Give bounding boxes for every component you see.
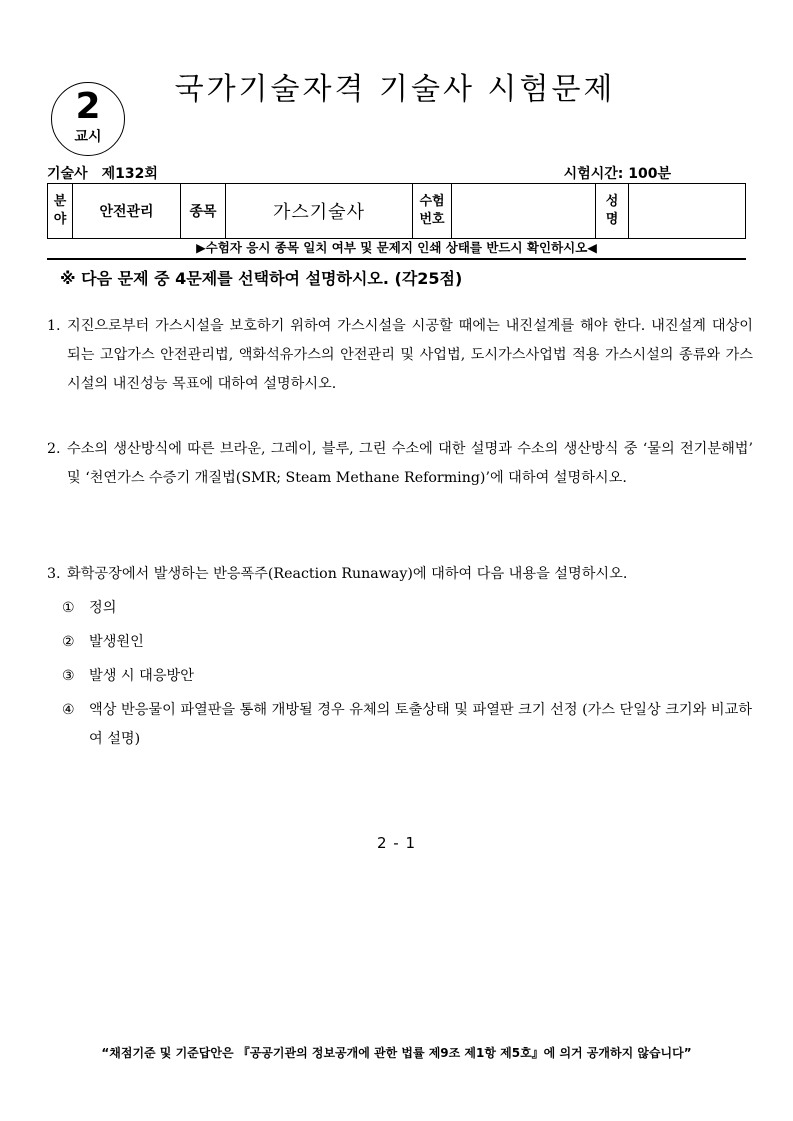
sub-item-text: 발생 시 대응방안 bbox=[89, 668, 194, 684]
instruction: ※ 다음 문제 중 4문제를 선택하여 설명하시오. (각25점) bbox=[60, 269, 463, 288]
sub-item bbox=[62, 628, 752, 657]
sub-item-mark: ② bbox=[62, 634, 75, 650]
subject-label: 종목 bbox=[181, 184, 226, 239]
period-number: 2 bbox=[75, 86, 101, 127]
exam-type: 기술사 bbox=[47, 166, 88, 182]
exam-number-label: 수험 번호 bbox=[413, 184, 452, 239]
period-badge bbox=[51, 82, 125, 156]
sub-item bbox=[62, 662, 752, 691]
field-label: 분 야 bbox=[48, 184, 73, 239]
question-text: 지진으로부터 가스시설을 보호하기 위하여 가스시설을 시공할 때에는 내진설계를 해야 한다. 내진설계 대상이 되는 고압가스 안전관리법, 액화석유가스의 안전관리 및 사업법, 도시가스사업법 적용 가스시설의 종류와 가스시설의 내진성능 목표에 대하여 설명하시오. bbox=[67, 318, 753, 392]
footer-disclaimer: “채점기준 및 기준답안은 『공공기관의 정보공개에 관한 법률 제9조 제1항 제5호』에 의거 공개하지 않습니다” bbox=[101, 1046, 692, 1060]
question-2 bbox=[47, 435, 753, 493]
question-3 bbox=[47, 560, 753, 589]
sub-item-text: 정의 bbox=[89, 600, 117, 616]
candidate-info-table bbox=[47, 183, 746, 239]
sub-item-text: 액상 반응물이 파열판을 통해 개방될 경우 유체의 토출상태 및 파열판 크기 선정 (가스 단일상 크기와 비교하여 설명) bbox=[89, 702, 752, 747]
sub-item-mark: ④ bbox=[62, 702, 75, 718]
question-text: 화학공장에서 발생하는 반응폭주(Reaction Runaway)에 대하여 다음 내용을 설명하시오. bbox=[67, 566, 628, 582]
question-number: 1. bbox=[47, 318, 61, 334]
question-number: 2. bbox=[47, 441, 61, 457]
question-1 bbox=[47, 312, 753, 399]
exam-meta-left bbox=[47, 166, 158, 182]
name-field[interactable] bbox=[629, 184, 746, 239]
page-number: 2 - 1 bbox=[376, 834, 417, 852]
sub-item-mark: ③ bbox=[62, 668, 75, 684]
sub-item bbox=[62, 696, 752, 754]
sub-item bbox=[62, 594, 752, 623]
header-divider bbox=[47, 258, 746, 260]
sub-item-mark: ① bbox=[62, 600, 75, 616]
question-number: 3. bbox=[47, 566, 61, 582]
verification-notice: ▶수험자 응시 종목 일치 여부 및 문제지 인쇄 상태를 반드시 확인하시오◀ bbox=[196, 240, 597, 255]
period-label: 교시 bbox=[74, 129, 102, 145]
exam-round: 제132회 bbox=[101, 166, 158, 182]
sub-item-text: 발생원인 bbox=[89, 634, 144, 650]
page-title: 국가기술자격 기술사 시험문제 bbox=[174, 72, 616, 107]
exam-number-field[interactable] bbox=[452, 184, 596, 239]
subject-value: 가스기술사 bbox=[226, 184, 413, 239]
exam-time: 시험시간: 100분 bbox=[563, 166, 671, 182]
field-value: 안전관리 bbox=[73, 184, 181, 239]
name-label: 성 명 bbox=[596, 184, 629, 239]
question-text: 수소의 생산방식에 따른 브라운, 그레이, 블루, 그린 수소에 대한 설명과 수소의 생산방식 중 ‘물의 전기분해법’ 및 ‘천연가스 수증기 개질법(SMR; Steam Methane Reforming)’에 대하여 설명하시오. bbox=[67, 441, 753, 486]
